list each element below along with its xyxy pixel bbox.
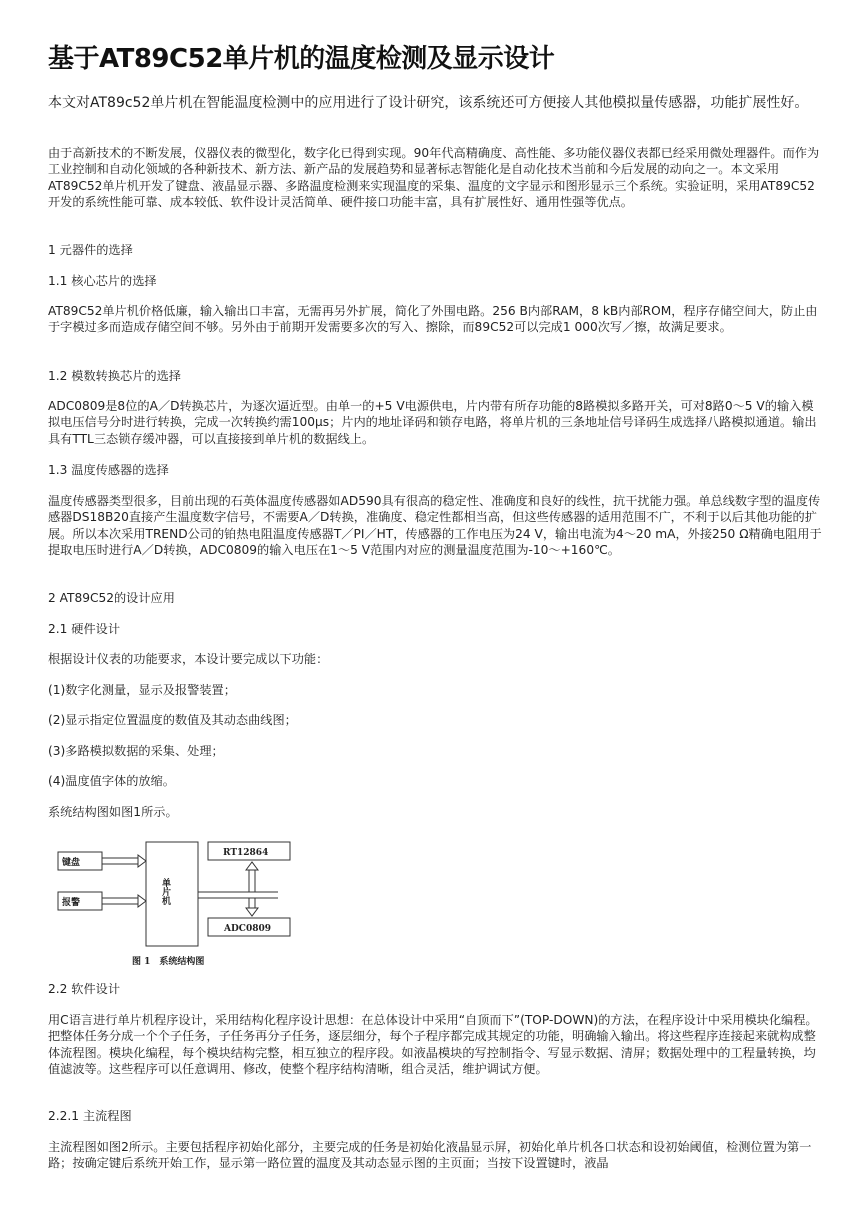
adc-label: ADC0809 xyxy=(224,924,271,934)
paragraph-2-1: 根据设计仪表的功能要求，本设计要完成以下功能： xyxy=(48,652,329,666)
function-item-2: (2)显示指定位置温度的数值及其动态曲线图； xyxy=(48,713,297,727)
section-heading-1-1: 1.1 核心芯片的选择 xyxy=(48,274,157,288)
keyboard-arrow xyxy=(102,858,140,864)
section-heading-1: 1 元器件的选择 xyxy=(48,243,133,257)
lcd-arrow xyxy=(249,870,255,892)
mcu-box xyxy=(146,842,198,946)
section-heading-2: 2 AT89C52的设计应用 xyxy=(48,591,175,605)
section-heading-2-1: 2.1 硬件设计 xyxy=(48,622,121,636)
page-title: 基于AT89C52单片机的温度检测及显示设计 xyxy=(48,44,555,74)
section-heading-2-2: 2.2 软件设计 xyxy=(48,982,121,996)
paragraph-1-1: AT89C52单片机价格低廉，输入输出口丰富，无需再另外扩展，简化了外围电路。256 B内部RAM，8 kB内部ROM，程序存储空间大，防止由于字模过多而造成存储空间不够。另外由于前期开发需要多次的写入、擦除，而89C52可以完成1 000次写／擦，故满足要求。 xyxy=(48,304,818,335)
lead-paragraph: 本文对AT89c52单片机在智能温度检测中的应用进行了设计研究，该系统还可方便接人其他模拟量传感器，功能扩展性好。 xyxy=(48,95,809,111)
bus-line xyxy=(198,892,278,898)
figure-reference: 系统结构图如图1所示。 xyxy=(48,805,178,819)
section-heading-1-2: 1.2 模数转换芯片的选择 xyxy=(48,369,181,383)
figure-caption: 图 1 系统结构图 xyxy=(132,957,205,967)
paragraph-2-2-1: 主流程图如图2所示。主要包括程序初始化部分，主要完成的任务是初始化液晶显示屏，初始化单片机各口状态和设初始阈值，检测位置为第一路；按确定键后系统开始工作，显示第一路位置的温度及其动态显示图的主页面；当按下设置键时，液晶 xyxy=(48,1140,812,1171)
function-item-1: (1)数字化测量，显示及报警装置； xyxy=(48,683,236,697)
system-structure-figure xyxy=(48,836,318,972)
section-heading-2-2-1: 2.2.1 主流程图 xyxy=(48,1109,132,1123)
alarm-label: 报警 xyxy=(62,898,81,908)
section-heading-1-3: 1.3 温度传感器的选择 xyxy=(48,463,169,477)
intro-paragraph: 由于高新技术的不断发展，仪器仪表的微型化，数字化已得到实现。90年代高精确度、高性能、多功能仪器仪表都已经采用微处理器件。而作为工业控制和自动化领域的各种新技术、新方法、新产品的发展趋势和显著标志智能化是自动化技术当前和今后发展的动向之一。本文采用AT89C52单片机开发了键盘、液晶显示器、多路温度检测来实现温度的采集、温度的文字显示和图形显示三个系统。实验证明，采用AT89C52开发的系统性能可靠、成本较低、软件设计灵活简单、硬件接口功能丰富，具有扩展性好、通用性强等优点。 xyxy=(48,146,820,210)
mcu-label: 单片机 xyxy=(160,878,170,905)
paragraph-2-2: 用C语言进行单片机程序设计，采用结构化程序设计思想：在总体设计中采用“自顶而下”(TOP-DOWN)的方法，在程序设计中采用模块化编程。把整体任务分成一个个子任务，子任务再分子任务，逐层细分，每个子程序都完成其规定的功能，明确输入输出。将这些程序连接起来就构成整体流程图。模块化编程，每个模块结构完整，相互独立的程序段。如液晶模块的写控制指令、写显示数据、清屏；数据处理中的工程量转换，均值滤波等。这些程序可以任意调用、修改，使整个程序结构清晰，组合灵活，维护调试方便。 xyxy=(48,1013,818,1077)
lcd-label: RT12864 xyxy=(223,848,269,858)
alarm-arrow xyxy=(102,898,140,904)
paragraph-1-2: ADC0809是8位的A／D转换芯片，为逐次逼近型。由单一的+5 V电源供电，片内带有所存功能的8路模拟多路开关，可对8路0～5 V的输入模拟电压信号分时进行转换，完成一次转换约需100μs；片内的地址译码和锁存电路，将单片机的三条地址信号译码生成选择八路模拟通道。输出具有TTL三态锁存缓冲器，可以直接接到单片机的数据线上。 xyxy=(48,399,817,446)
paragraph-1-3: 温度传感器类型很多，目前出现的石英体温度传感器如AD590具有很高的稳定性、准确度和良好的线性，抗干扰能力强。单总线数字型的温度传感器DS18B20直接产生温度数字信号，不需要A／D转换，准确度、稳定性都相当高，但这些传感器的适用范围不广，不利于以后其他功能的扩展。所以本次采用TREND公司的铂热电阻温度传感器T／PI／HT，传感器的工作电压为24 V，输出电流为4～20 mA，外接250 Ω精确电阻用于提取电压时进行A／D转换，ADC0809的输入电压在1～5 V范围内对应的测量温度范围为-10～+160℃。 xyxy=(48,494,822,558)
function-item-4: (4)温度值字体的放缩。 xyxy=(48,774,175,788)
keyboard-label: 键盘 xyxy=(62,858,81,868)
function-item-3: (3)多路模拟数据的采集、处理； xyxy=(48,744,224,758)
